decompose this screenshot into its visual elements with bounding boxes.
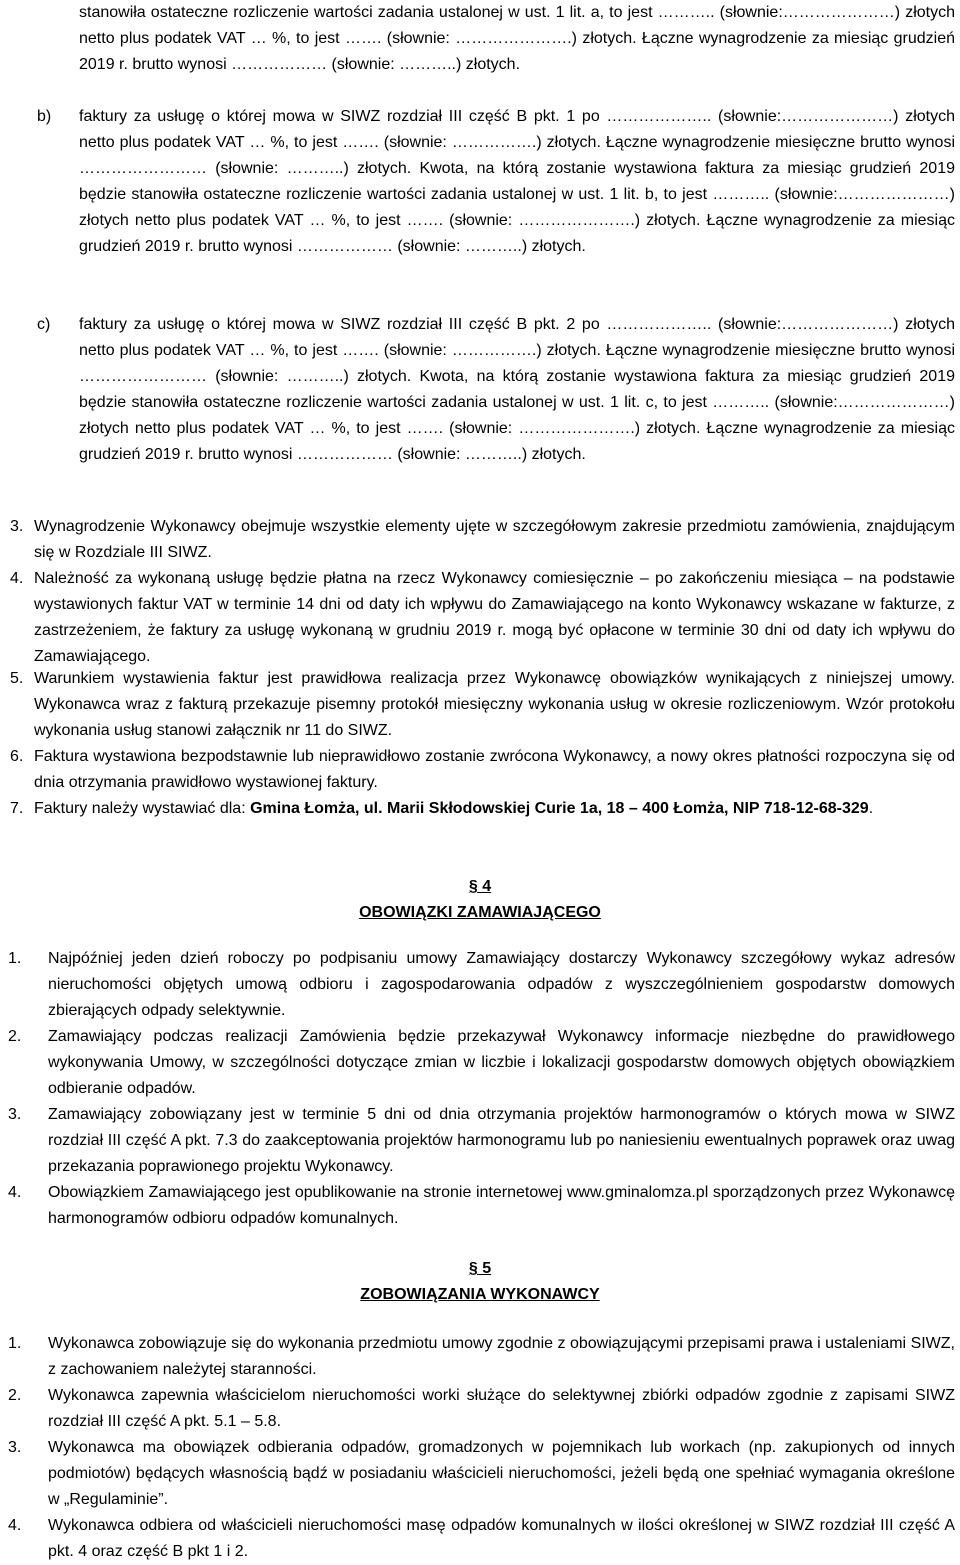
- paragraph-text: Zamawiający zobowiązany jest w terminie 5 dni od dnia otrzymania projektów harmonogramów o których mowa w SIWZ rozdział III część A pkt. 7.3 do zaakceptowania projektów harmonogramu lub po naniesieniu ewentualnych poprawek oraz uwag przekazania poprawionego projektu Wykonawcy.: [48, 1106, 955, 1175]
- section-number: § 5: [468, 1260, 492, 1277]
- list-label: 2.: [8, 1028, 22, 1045]
- paragraph-text: Wykonawca ma obowiązek odbierania odpadów, gromadzonych w pojemnikach lub workach (np. zakupionych od innych podmiotów) będących własnością bądź w posiadaniu właścicieli nieruchomości, jeżeli będą one spełniać wymagania określone w „Regulaminie”.: [48, 1439, 955, 1508]
- list-label: 7.: [10, 800, 24, 817]
- list-item: [8, 1331, 955, 1383]
- list-item: [10, 744, 955, 796]
- list-item: [8, 1024, 955, 1102]
- paragraph-text: Wykonawca odbiera od właścicieli nieruchomości masę odpadów komunalnych w ilości określonej w SIWZ rozdział III część A pkt. 4 oraz część B pkt 1 i 2.: [48, 1517, 955, 1560]
- paragraph-text: Obowiązkiem Zamawiającego jest opublikowanie na stronie internetowej www.gminalomza.pl sporządzonych przez Wykonawcę harmonogramów odbioru odpadów komunalnych.: [48, 1184, 955, 1227]
- invoice-intro: Faktury należy wystawiać dla:: [34, 800, 251, 817]
- list-item: [10, 514, 955, 566]
- invoice-end: .: [868, 800, 874, 817]
- list-item: [10, 566, 955, 670]
- list-label: 3.: [10, 518, 24, 535]
- list-label: 5.: [10, 670, 24, 687]
- list-label: 3.: [8, 1439, 22, 1456]
- list-label: 4.: [10, 570, 24, 587]
- list-label: c): [37, 316, 51, 333]
- paragraph-text: Zamawiający podczas realizacji Zamówienia będzie przekazywał Wykonawcy informacje niezbędne do prawidłowego wykonywania Umowy, w szczególności dotyczące zmian w liczbie i lokalizacji gospodarstw domowych objętych obowiązkiem odbieranie odpadów.: [48, 1028, 955, 1097]
- list-label: 1.: [8, 1335, 22, 1352]
- section-5-heading: [0, 1256, 960, 1308]
- paragraph-text: Wynagrodzenie Wykonawcy obejmuje wszystkie elementy ujęte w szczegółowym zakresie przedmiotu zamówienia, znajdującym się w Rozdziale III SIWZ.: [34, 518, 955, 561]
- list-label: 4.: [8, 1184, 22, 1201]
- paragraph-text: [34, 796, 955, 822]
- list-label: b): [37, 108, 52, 125]
- paragraph-text: Wykonawca zapewnia właścicielom nieruchomości worki służące do selektywnej zbiórki odpadów zgodnie z zapisami SIWZ rozdział III część A pkt. 5.1 – 5.8.: [48, 1387, 955, 1430]
- subitem-c: [37, 312, 955, 468]
- subitem-b: [37, 104, 955, 260]
- section-4-heading: [0, 874, 960, 926]
- paragraph-text: Faktura wystawiona bezpodstawnie lub nieprawidłowo zostanie zwrócona Wykonawcy, a nowy okres płatności rozpoczyna się od dnia otrzymania prawidłowo wystawionej faktury.: [34, 748, 955, 791]
- list-item: [8, 1513, 955, 1565]
- list-label: 1.: [8, 950, 22, 967]
- invoice-recipient: Gmina Łomża, ul. Marii Skłodowskiej Curie 1a, 18 – 400 Łomża, NIP 718-12-68-329: [250, 800, 869, 817]
- list-item: [10, 666, 955, 744]
- paragraph-text: Najpóźniej jeden dzień roboczy po podpisaniu umowy Zamawiający dostarczy Wykonawcy szczegółowy wykaz adresów nieruchomości objętych umową odbioru i zagospodarowania odpadów z wyszczególnieniem gospodarstw domowych zbierających odpady selektywnie.: [48, 950, 955, 1019]
- list-label: 3.: [8, 1106, 22, 1123]
- list-item: [8, 1102, 955, 1180]
- paragraph-text: Wykonawca zobowiązuje się do wykonania przedmiotu umowy zgodnie z obowiązującymi przepisami prawa i ustaleniami SIWZ, z zachowaniem należytej staranności.: [48, 1335, 955, 1378]
- list-label: 4.: [8, 1517, 22, 1534]
- list-item: [8, 1383, 955, 1435]
- section-number: § 4: [468, 878, 492, 895]
- list-item: [8, 1435, 955, 1513]
- paragraph-text: Należność za wykonaną usługę będzie płatna na rzecz Wykonawcy comiesięcznie – po zakończeniu miesiąca – na podstawie wystawionych faktur VAT w terminie 14 dni od daty ich wpływu do Zamawiającego na konto Wykonawcy wskazane w fakturze, z zastrzeżeniem, że faktury za usługę wykonaną w grudniu 2019 r. mogą być opłacone w terminie 30 dni od daty ich wpływu do Zamawiającego.: [34, 570, 955, 665]
- paragraph-text: stanowiła ostateczne rozliczenie wartości zadania ustalonej w ust. 1 lit. a, to jest ……….. (słownie:…………………) złotych netto plus podatek VAT … %, to jest ……. (słownie: ………………….) złotych. Łączne wynagrodzenie za miesiąc grudzień 2019 r. brutto wynosi ……………… (słownie: ………..) złotych.: [79, 4, 955, 73]
- list-label: 6.: [10, 748, 24, 765]
- paragraph-text: Warunkiem wystawienia faktur jest prawidłowa realizacja przez Wykonawcę obowiązków wynikających z niniejszej umowy. Wykonawca wraz z fakturą przekazuje pisemny protokół miesięczny wykonania usług w okresie rozliczeniowym. Wzór protokołu wykonania usług stanowi załącznik nr 11 do SIWZ.: [34, 670, 955, 739]
- list-item-invoice-details: [10, 796, 955, 822]
- section-title: ZOBOWIĄZANIA WYKONAWCY: [360, 1286, 600, 1303]
- list-item: [8, 1180, 955, 1232]
- paragraph-text: faktury za usługę o której mowa w SIWZ rozdział III część B pkt. 1 po ……………….. (słownie:…………………) złotych netto plus podatek VAT … %, to jest ……. (słownie: …………….) złotych. Łączne wynagrodzenie miesięczne brutto wynosi …………………… (słownie: ………..) złotych. Kwota, na którą zostanie wystawiona faktura za miesiąc grudzień 2019 będzie stanowiła ostateczne rozliczenie wartości zadania ustalonej w ust. 1 lit. b, to jest ……….. (słownie:…………………) złotych netto plus podatek VAT … %, to jest ……. (słownie: ………………….) złotych. Łączne wynagrodzenie za miesiąc grudzień 2019 r. brutto wynosi ……………… (słownie: ………..) złotych.: [79, 108, 955, 255]
- list-item: [8, 946, 955, 1024]
- list-label: 2.: [8, 1387, 22, 1404]
- section-title: OBOWIĄZKI ZAMAWIAJĄCEGO: [359, 904, 601, 921]
- subitem-a-continuation: [79, 0, 955, 78]
- paragraph-text: faktury za usługę o której mowa w SIWZ rozdział III część B pkt. 2 po ……………….. (słownie:…………………) złotych netto plus podatek VAT … %, to jest ……. (słownie: …………….) złotych. Łączne wynagrodzenie miesięczne brutto wynosi …………………… (słownie: ………..) złotych. Kwota, na którą zostanie wystawiona faktura za miesiąc grudzień 2019 będzie stanowiła ostateczne rozliczenie wartości zadania ustalonej w ust. 1 lit. c, to jest ……….. (słownie:…………………) złotych netto plus podatek VAT … %, to jest ……. (słownie: ………………….) złotych. Łączne wynagrodzenie za miesiąc grudzień 2019 r. brutto wynosi ……………… (słownie: ………..) złotych.: [79, 316, 955, 463]
